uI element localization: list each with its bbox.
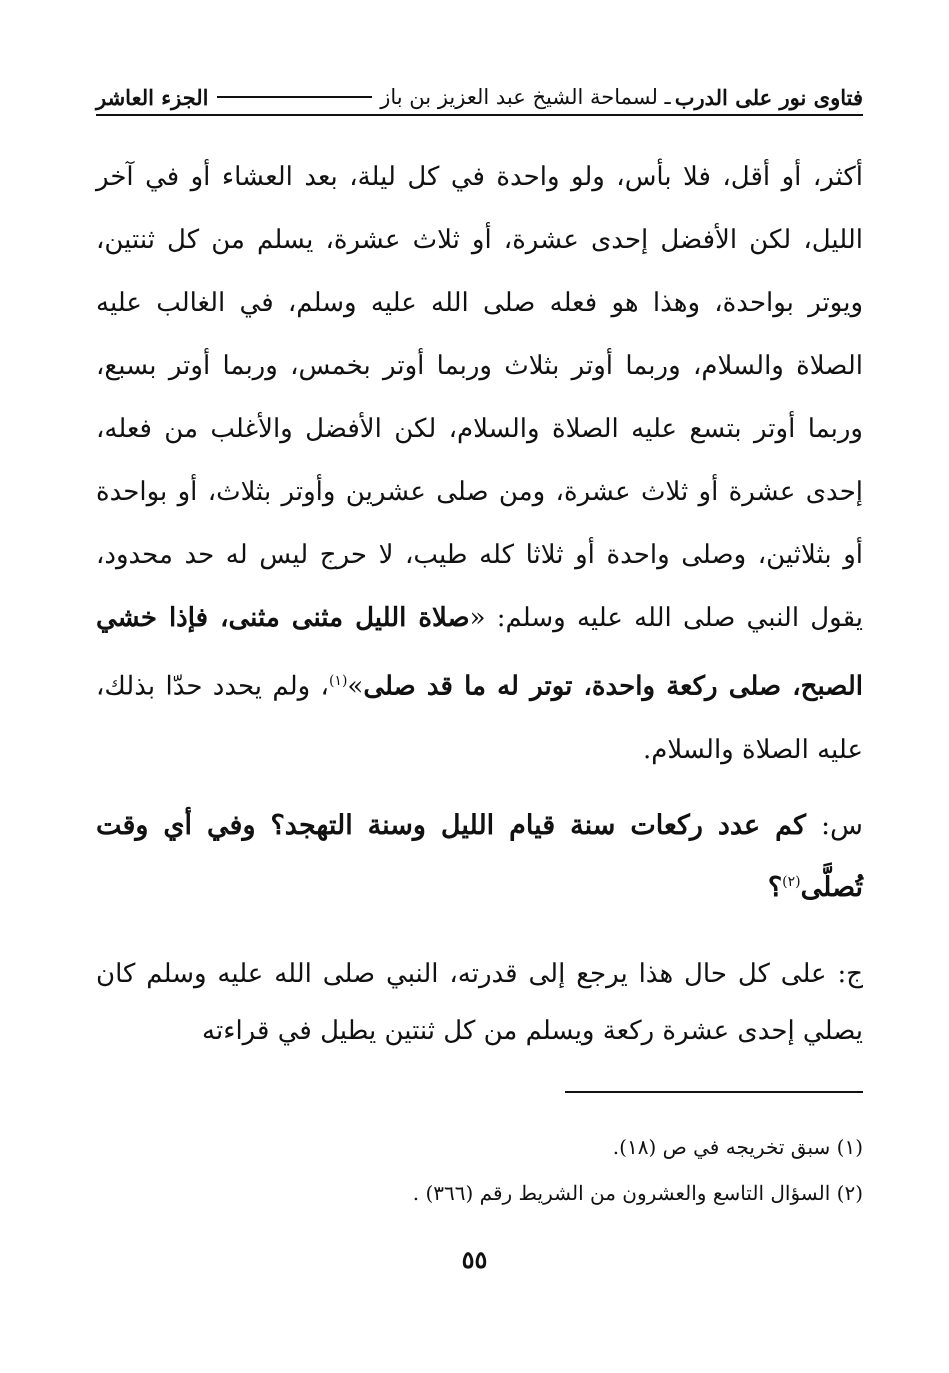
question-end: ؟: [767, 872, 783, 903]
body-paragraph: [96, 146, 863, 782]
author-name: ـ لسماحة الشيخ عبد العزيز بن باز: [380, 85, 671, 109]
footnote-ref-1: (١): [328, 673, 348, 689]
running-header: [96, 80, 863, 116]
answer-text: ج: على كل حال هذا يرجع إلى قدرته، النبي صلى الله عليه وسلم كان يصلي إحدى عشرة ركعة ويسلم من كل ثنتين يطيل في قراءته: [96, 959, 863, 1046]
quote-close: »: [347, 671, 364, 702]
question-paragraph: [96, 798, 863, 916]
answer-paragraph: [96, 946, 863, 1060]
footnote-separator: [565, 1091, 863, 1093]
book-title: فتاوى نور على الدرب: [674, 84, 863, 110]
volume-label: الجزء العاشر: [96, 84, 209, 110]
header-rule: [217, 96, 373, 98]
page-number: ٥٥: [461, 1245, 488, 1274]
body-text-2: ، ولم يحدد حدّا بذلك، عليه الصلاة والسلام.: [96, 671, 863, 765]
body-text-1: أكثر، أو أقل، فلا بأس، ولو واحدة في كل ليلة، بعد العشاء أو في آخر الليل، لكن الأفضل إحدى عشرة، أو ثلاث عشرة، يسلم من كل ثنتين، ويوتر بواحدة، وهذا هو فعله صلى الله عليه وسلم، في الغالب عليه الصلاة والسلام، وربما أوتر بثلاث وربما أوتر بخمس، وربما أوتر بسبع، وربما أوتر بتسع عليه الصلاة والسلام، لكن الأفضل والأغلب من فعله، إحدى عشرة أو ثلاث عشرة، ومن صلى عشرين وأوتر بثلاث، أو بواحدة أو بثلاثين، وصلى واحدة أو ثلاثا كله طيب، لا حرج ليس له حد محدود، يقول النبي صلى الله عليه وسلم: «: [96, 162, 863, 633]
footnote-ref-2: (٢): [782, 874, 801, 890]
footnote-2: (٢) السؤال التاسع والعشرون من الشريط رقم (٣٦٦) .: [412, 1181, 863, 1205]
question-text: كم عدد ركعات سنة قيام الليل وسنة التهجد؟ وفي أي وقت تُصلَّى: [96, 810, 863, 903]
footnote-1: (١) سبق تخريجه في ص (١٨).: [612, 1135, 863, 1159]
hadith-quote: صلاة الليل مثنى مثنى، فإذا خشي الصبح، صلى ركعة واحدة، توتر له ما قد صلى: [96, 603, 863, 702]
question-label: س:: [820, 810, 863, 841]
footnotes: [96, 1124, 863, 1216]
